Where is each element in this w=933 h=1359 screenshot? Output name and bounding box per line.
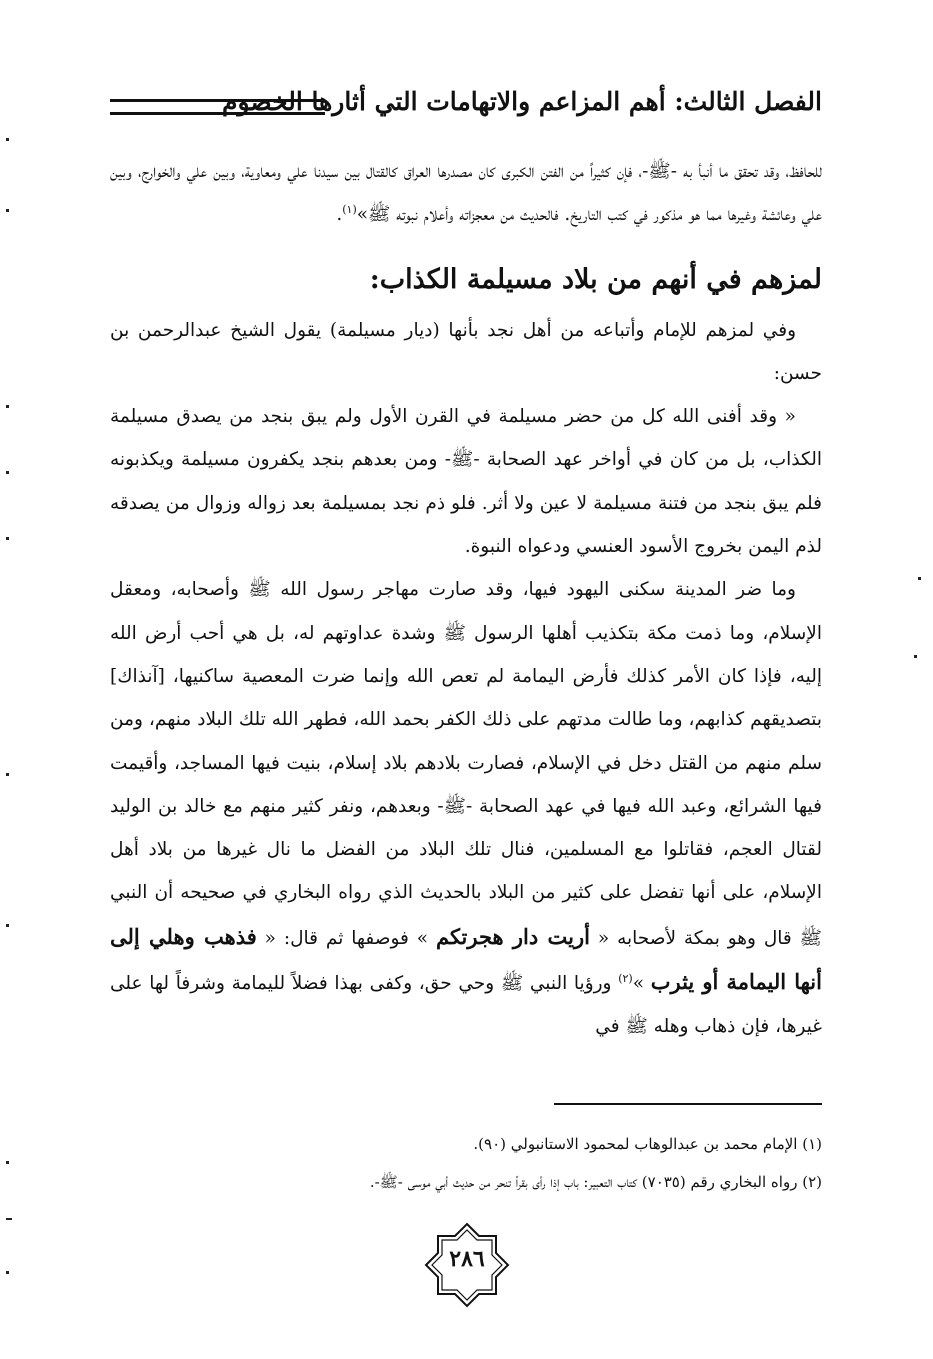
main-text bbox=[110, 150, 822, 1049]
footnote: (٢) رواه البخاري رقم (٧٠٣٥) كتاب التعبير: باب إذا رأى بقراً تنحر من حديث أبي موسى -ﷺ-. bbox=[369, 1173, 822, 1191]
scan-edge-mark bbox=[914, 655, 917, 658]
chapter-header bbox=[110, 82, 822, 126]
scan-edge-mark bbox=[6, 471, 9, 474]
paragraph-end: . bbox=[336, 204, 343, 226]
scan-edge-mark bbox=[6, 209, 9, 212]
paragraph-text: وما ضر المدينة سكنى اليهود فيها، وقد صارت مهاجر رسول الله ﷺ وأصحابه، ومعقل الإسلام، وما ذمت مكة بتكذيب أهلها الرسول ﷺ وشدة عداوتهم له، بل هي أحب أرض الله إليه، فإذا كان الأمر كذلك فأرض اليمامة لم تعص الله وإنما ضرت المعصية ساكنيها، [آنذاك] بتصديقهم كذابهم، وما طالت مدتهم على ذلك الكفر بحمد الله، فطهر الله تلك البلاد منهم، ومن سلم منهم من القتل دخل في الإسلام، فصارت بلادهم بلاد إسلام، بنيت فيها المساجد، وأقيمت فيها الشرائع، وعبد الله فيها في عهد الصحابة -ﷺ- وبعدهم، ونفر كثير منهم مع خالد بن الوليد لقتال العجم، فقاتلوا مع المسلمين، فنال تلك البلاد من الفضل ما نال غيرها من بلاد أهل الإسلام، على أنها تفضل على كثير من البلاد بالحديث الذي رواه البخاري في صحيحه أن النبي ﷺ قال وهو بمكة لأصحابه « bbox=[110, 579, 822, 949]
scan-edge-mark bbox=[6, 1161, 9, 1164]
footnote-separator bbox=[554, 1103, 822, 1105]
footnotes bbox=[110, 1125, 822, 1201]
page-number: ٢٨٦ bbox=[449, 1246, 485, 1272]
footnote: (١) الإمام محمد بن عبدالوهاب لمحمود الاستانبولي (٩٠). bbox=[473, 1135, 822, 1153]
footnote-ref: (٢) bbox=[618, 971, 633, 985]
scan-edge-mark bbox=[6, 1218, 12, 1220]
hadith-quote: أريت دار هجرتكم bbox=[435, 923, 590, 949]
hadith-quote: فذهب وهلي إلى أنها اليمامة أو يثرب bbox=[110, 923, 822, 995]
paragraph-text: » فوصفها ثم قال: « bbox=[264, 927, 429, 949]
section-heading: لمزهم في أنهم من بلاد مسيلمة الكذاب: bbox=[369, 263, 822, 295]
scan-edge-mark bbox=[6, 537, 9, 540]
scan-edge-mark bbox=[6, 924, 9, 927]
paragraph bbox=[110, 568, 822, 1048]
chapter-title: الفصل الثالث: أهم المزاعم والاتهامات التي أثارها الخصوم bbox=[222, 87, 822, 116]
paragraph-text: ورؤيا النبي ﷺ وحي حق، وكفى بهذا فضلاً لليمامة وشرفاً لها على غيرها، فإن ذهاب وهله ﷺ في bbox=[110, 973, 822, 1038]
footnote-ref: (١) bbox=[342, 203, 357, 217]
paragraph: وفي لمزهم للإمام وأتباعه من أهل نجد بأنها (ديار مسيلمة) يقول الشيخ عبدالرحمن بن حسن: bbox=[110, 319, 822, 384]
header-double-rule bbox=[110, 99, 325, 115]
scan-edge-mark bbox=[918, 577, 921, 580]
paragraph bbox=[110, 150, 822, 237]
scan-edge-mark bbox=[6, 1271, 9, 1274]
quote-paragraph: « وقد أفنى الله كل من حضر مسيلمة في القرن الأول ولم يبق بنجد من يصدق مسيلمة الكذاب، بل من كان في أواخر عهد الصحابة -ﷺ- ومن بعدهم بنجد يكفرون مسيلمة ويكذبونه فلم يبق بنجد من فتنة مسيلمة لا عين ولا أثر. فلو ذم نجد بمسيلمة بعد زواله وزوال من يصدقه لذم اليمن بخروج الأسود العنسي ودعواه النبوة. bbox=[110, 406, 822, 558]
page-number-badge bbox=[424, 1222, 510, 1308]
scan-edge-mark bbox=[6, 138, 9, 141]
scan-edge-mark bbox=[6, 405, 9, 408]
scan-edge-mark bbox=[6, 773, 9, 776]
paragraph-text: » bbox=[632, 973, 645, 995]
paragraph-text: للحافظ، وقد تحقق ما أنبأ به -ﷺ-، فإن كثيراً من الفتن الكبرى كان مصدرها العراق كالقتال بين سيدنا علي ومعاوية، وبين علي والخوارج، وبين علي وعائشة وغيرها مما هو مذكور في كتب التاريخ. فالحديث من معجزاته وأعلام نبوته ﷺ» bbox=[110, 161, 822, 226]
